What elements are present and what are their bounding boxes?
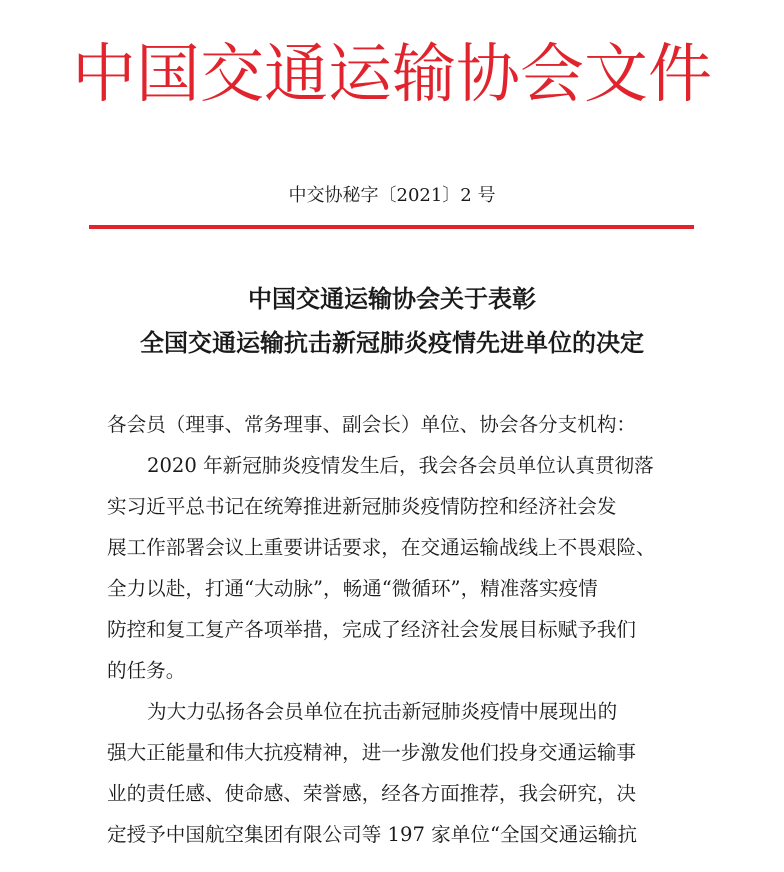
- paragraph-2-line: 业的责任感、使命感、荣誉感，经各方面推荐，我会研究，决: [107, 782, 637, 805]
- paragraph-2-line: 为大力弘扬各会员单位在抗击新冠肺炎疫情中展现出的: [147, 700, 618, 723]
- red-divider-rule: [89, 225, 694, 229]
- document-number: 中交协秘字〔2021〕2 号: [288, 185, 496, 206]
- paragraph-1-line: 展工作部署会议上重要讲话要求，在交通运输战线上不畏艰险、: [107, 536, 656, 559]
- paragraph-1-line: 2020 年新冠肺炎疫情发生后，我会各会员单位认真贯彻落: [147, 454, 654, 477]
- paragraph-2-line: 定授予中国航空集团有限公司等 197 家单位“全国交通运输抗: [107, 823, 638, 846]
- salutation: 各会员（理事、常务理事、副会长）单位、协会各分支机构：: [107, 413, 637, 436]
- document-title-line-2: 全国交通运输抗击新冠肺炎疫情先进单位的决定: [140, 329, 644, 357]
- masthead-title: 中国交通运输协会文件: [72, 38, 712, 112]
- paragraph-2-line: 强大正能量和伟大抗疫精神，进一步激发他们投身交通运输事: [107, 741, 637, 764]
- paragraph-1-line: 防控和复工复产各项举措，完成了经济社会发展目标赋予我们: [107, 618, 637, 641]
- paragraph-1-line: 实习近平总书记在统筹推进新冠肺炎疫情防控和经济社会发: [107, 495, 617, 518]
- paragraph-1-line: 全力以赴，打通“大动脉”，畅通“微循环”，精准落实疫情: [107, 577, 598, 600]
- document-title-line-1: 中国交通运输协会关于表彰: [248, 285, 536, 313]
- paragraph-1-line: 的任务。: [107, 659, 186, 682]
